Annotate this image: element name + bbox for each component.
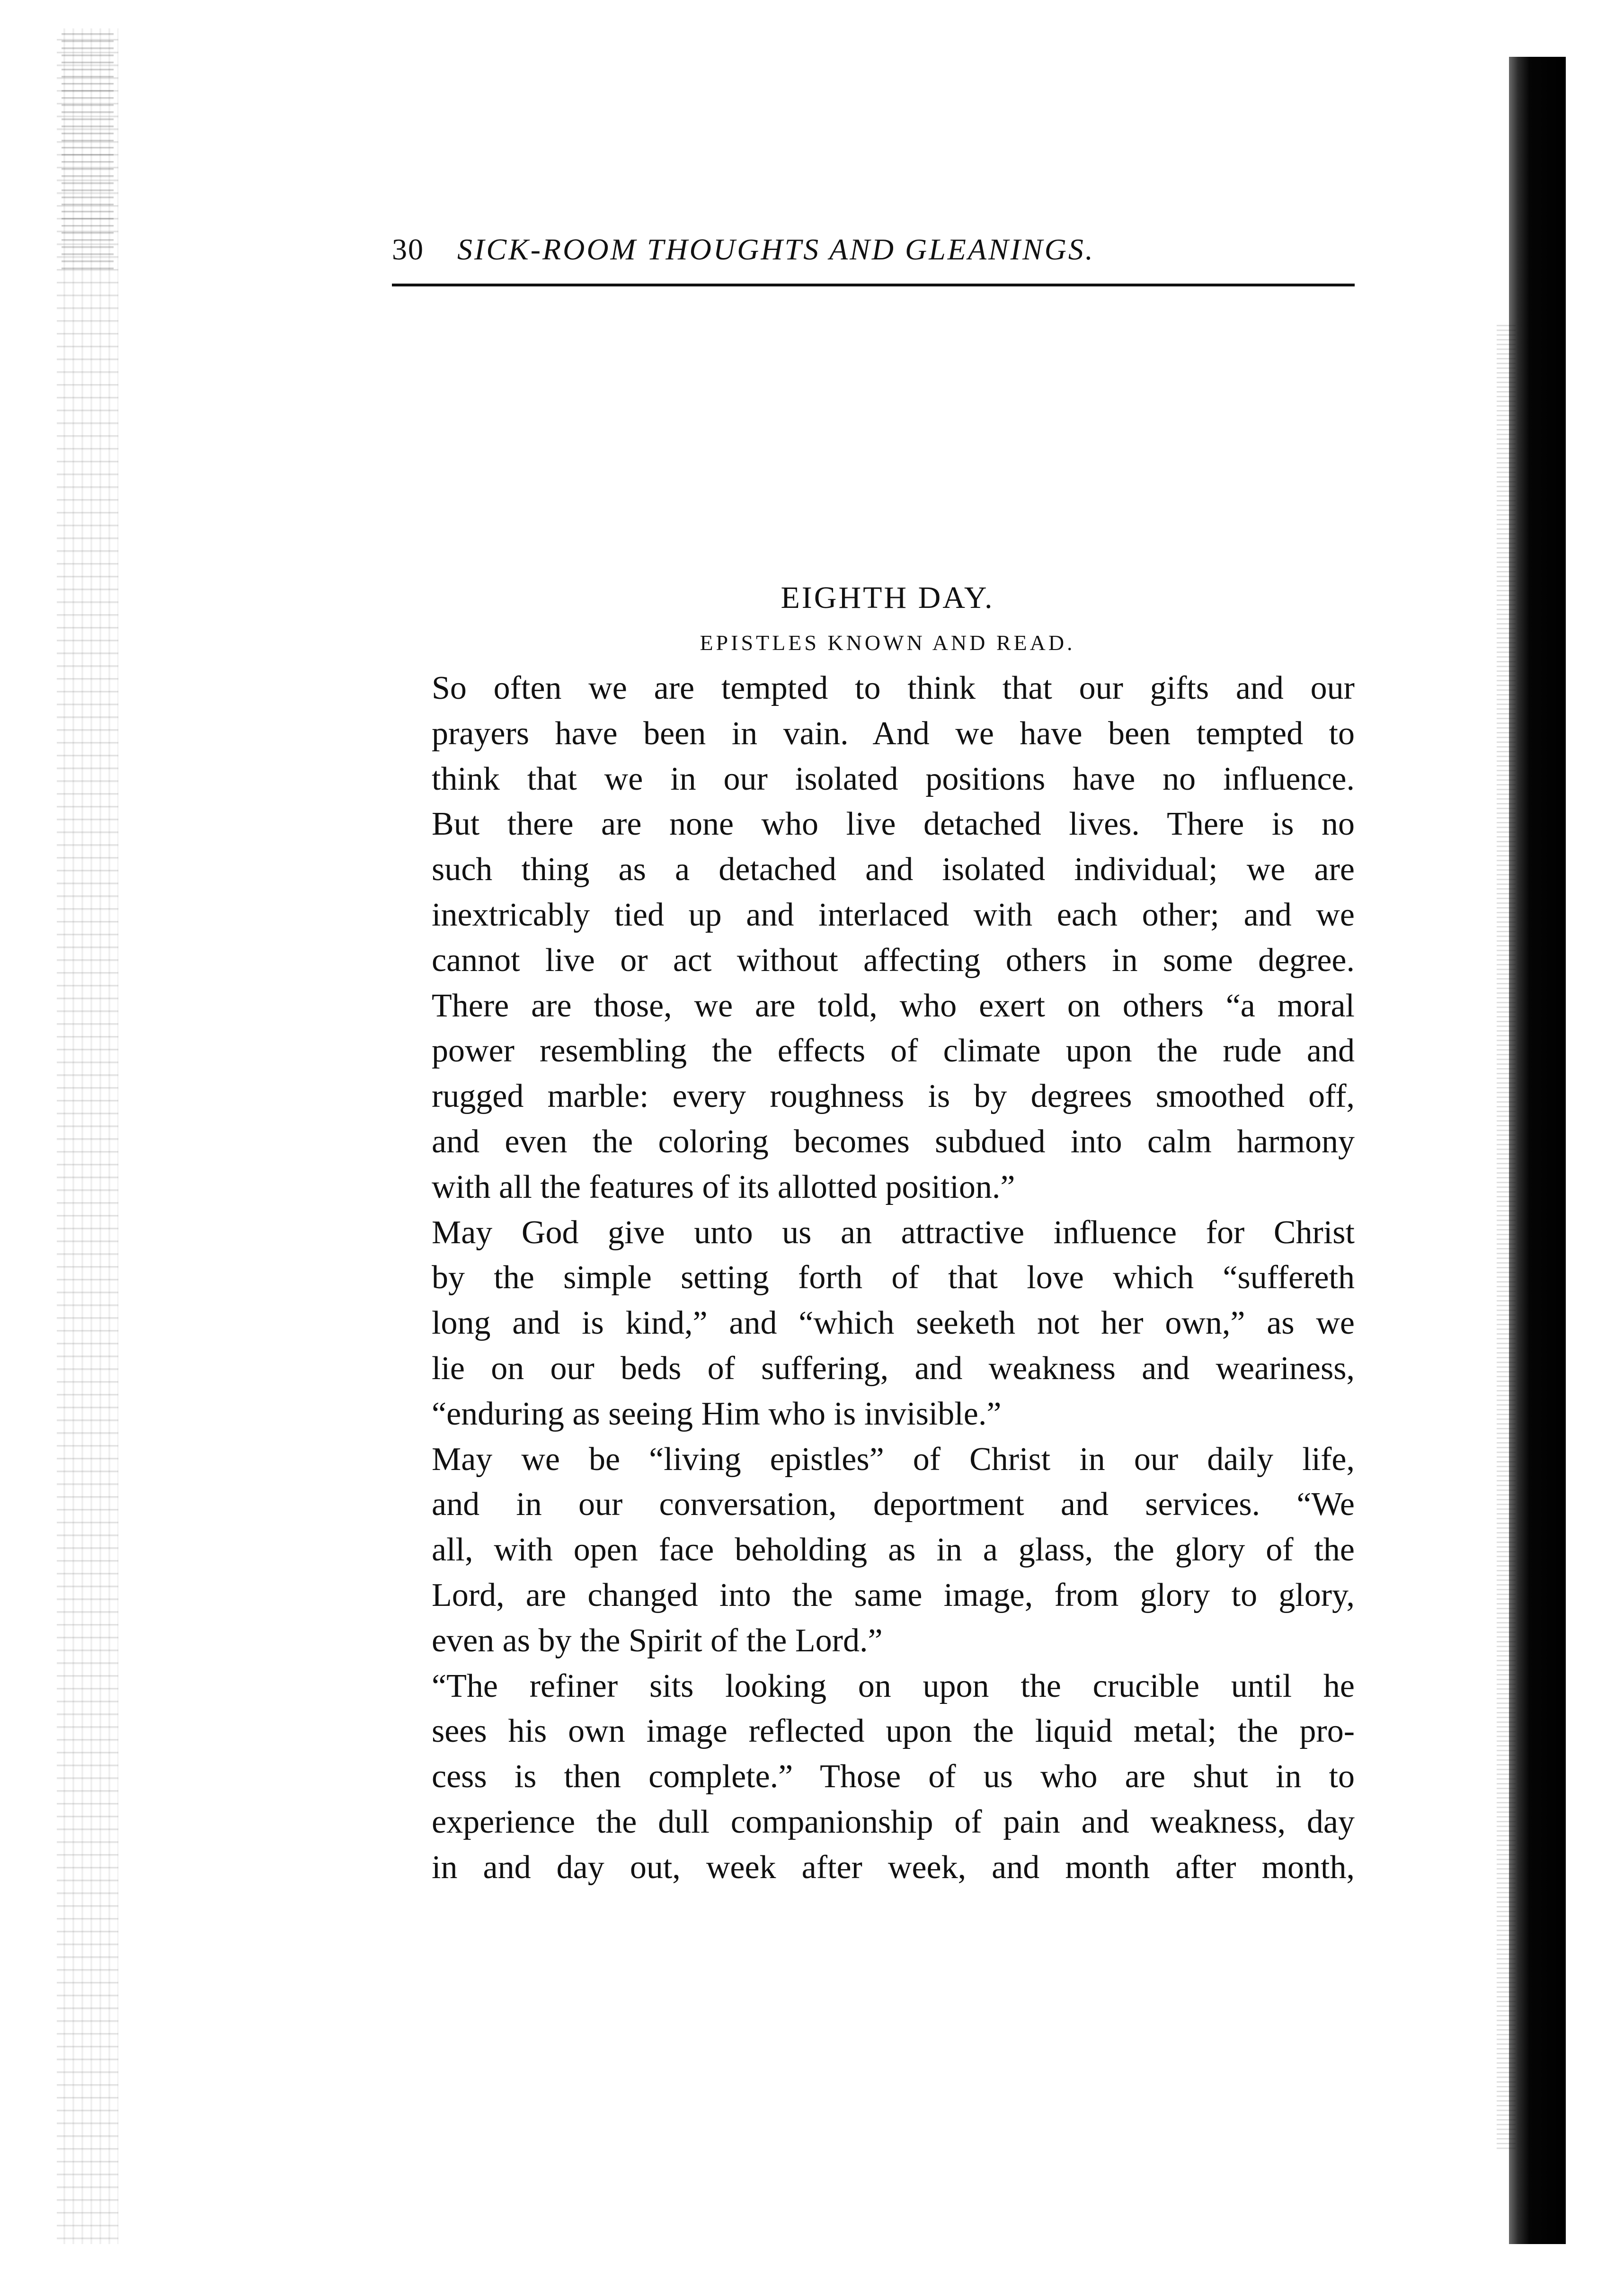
text-line: by the simple setting forth of that love which “suffereth [432, 1259, 1355, 1296]
left-gutter-scan-artifact-top [62, 28, 114, 275]
text-line: May God give unto us an attractive influence for Christ [432, 1214, 1355, 1251]
text-line: in and day out, week after week, and month after month, [432, 1849, 1355, 1886]
text-line: “enduring as seeing Him who is invisible.” [432, 1395, 1002, 1432]
chapter-section [392, 580, 1355, 1890]
right-binding-edge [1509, 57, 1566, 2244]
text-line: think that we in our isolated positions have no influence. [432, 760, 1355, 797]
text-line: “The refiner sits looking on upon the crucible until he [432, 1667, 1355, 1704]
paragraph [392, 666, 1355, 1210]
text-line: cannot live or act without affecting others in some degree. [432, 942, 1355, 979]
text-line: lie on our beds of suffering, and weakness and weariness, [432, 1350, 1355, 1387]
running-title: SICK-ROOM THOUGHTS AND GLEANINGS. [457, 232, 1095, 266]
text-line: all, with open face beholding as in a glass, the glory of the [432, 1532, 1355, 1568]
section-title: EIGHTH DAY. [781, 580, 994, 615]
text-line: But there are none who live detached lives. There is no [432, 806, 1355, 843]
text-line: even as by the Spirit of the Lord.” [432, 1622, 883, 1659]
text-line: inextricably tied up and interlaced with each other; and we [432, 896, 1355, 933]
paragraph [392, 1210, 1355, 1437]
book-page [392, 232, 1355, 1886]
section-subtitle: EPISTLES KNOWN AND READ. [700, 631, 1075, 655]
paragraph [392, 1664, 1355, 1890]
header-rule [392, 284, 1355, 286]
text-line: sees his own image reflected upon the liquid metal; the pro- [432, 1713, 1355, 1750]
text-line: prayers have been in vain. And we have been tempted to [432, 715, 1355, 752]
text-line: There are those, we are told, who exert on others “a moral [432, 987, 1355, 1024]
paragraph [392, 1437, 1355, 1664]
text-line: Lord, are changed into the same image, from glory to glory, [432, 1577, 1355, 1613]
body-text [392, 666, 1355, 1890]
text-line: May we be “living epistles” of Christ in our daily life, [432, 1441, 1355, 1478]
text-line: and in our conversation, deportment and services. “We [432, 1486, 1355, 1523]
text-line: with all the features of its allotted position.” [432, 1168, 1015, 1205]
text-line: and even the coloring becomes subdued into calm harmony [432, 1123, 1355, 1160]
text-line: long and is kind,” and “which seeketh not her own,” as we [432, 1305, 1355, 1342]
text-line: power resembling the effects of climate upon the rude and [432, 1033, 1355, 1069]
page-number: 30 [392, 232, 424, 266]
text-line: So often we are tempted to think that our gifts and our [432, 670, 1355, 706]
left-gutter-scan-artifact [57, 28, 118, 2244]
text-line: cess is then complete.” Those of us who are shut in to [432, 1758, 1355, 1795]
text-line: rugged marble: every roughness is by degrees smoothed off, [432, 1078, 1355, 1115]
running-header [392, 234, 1355, 265]
text-line: experience the dull companionship of pain and weakness, day [432, 1803, 1355, 1840]
text-line: such thing as a detached and isolated individual; we are [432, 851, 1355, 888]
